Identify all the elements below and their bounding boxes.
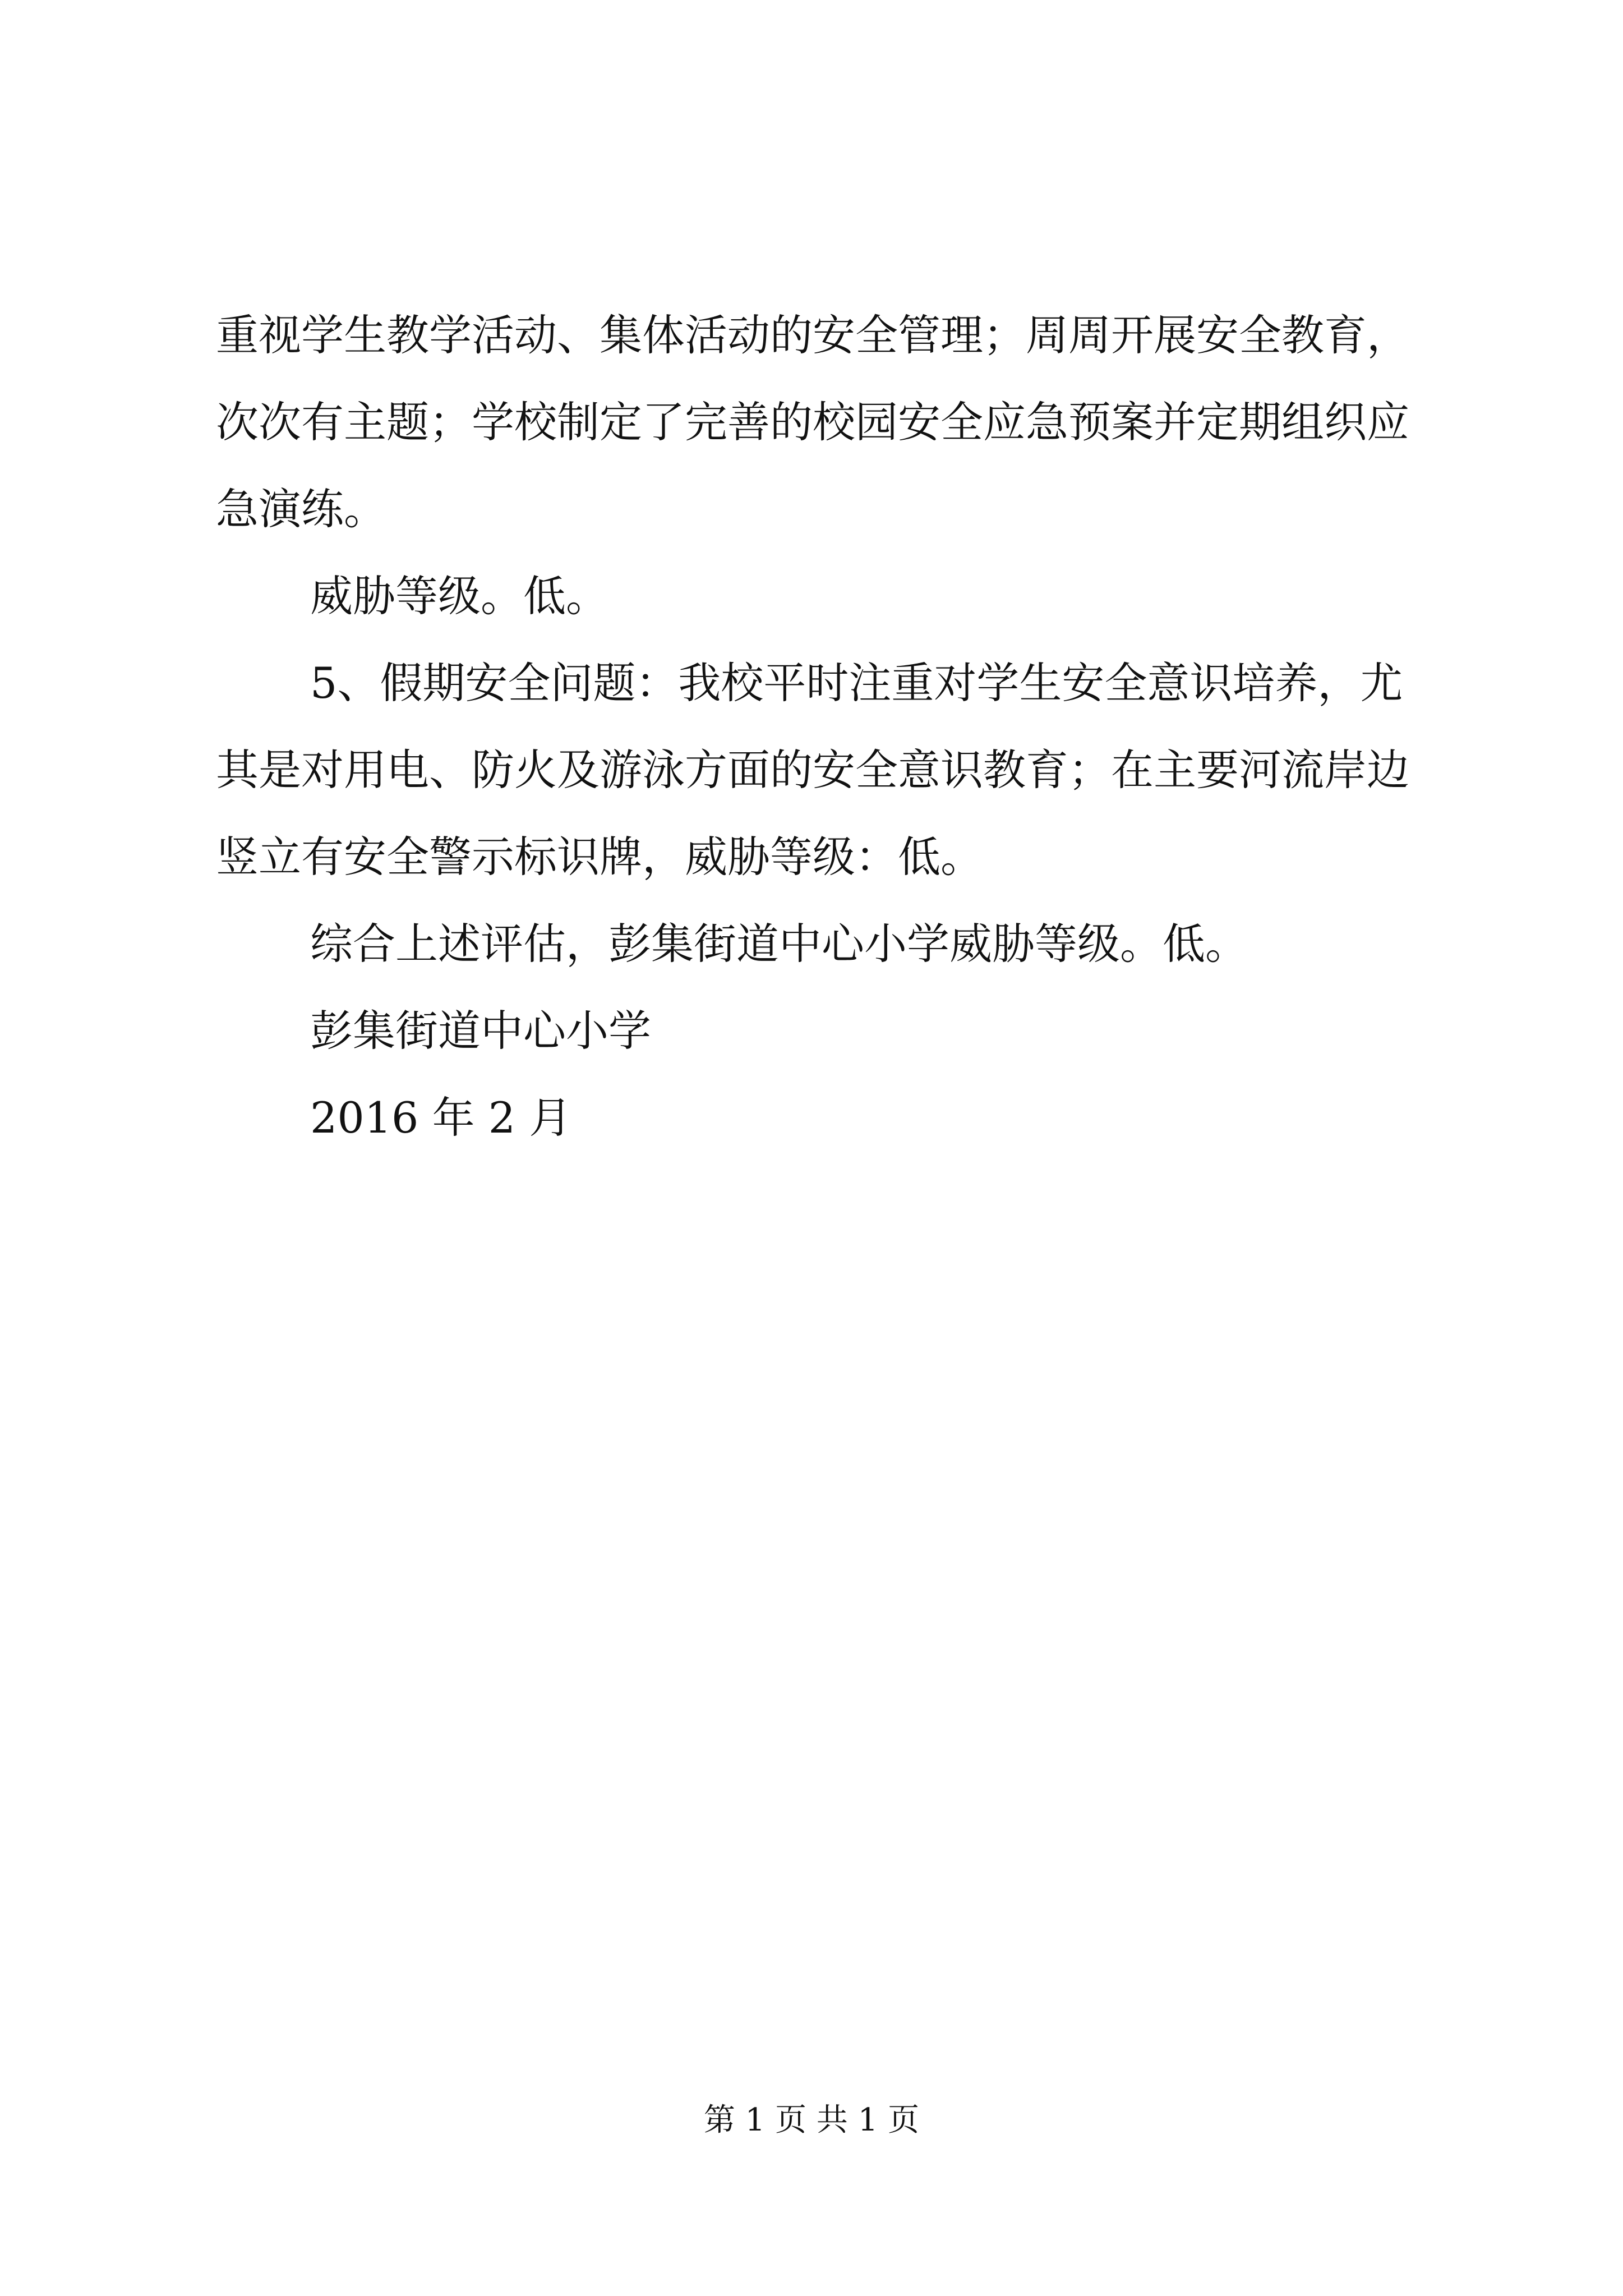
page-footer (0, 2098, 1623, 2143)
body-line: 竖立有安全警示标识牌，威胁等级：低。 (216, 832, 983, 882)
page-number: 第 1 页 共 1 页 (703, 2102, 920, 2138)
body-line: 其是对用电、防火及游泳方面的安全意识教育；在主要河流岸边 (216, 745, 1409, 795)
body-line: 急演练。 (216, 484, 386, 534)
body-line: 重视学生教学活动、集体活动的安全管理；周周开展安全教育， (216, 310, 1409, 360)
signature-school: 彭集街道中心小学 (310, 1006, 651, 1056)
body-line: 次次有主题；学校制定了完善的校园安全应急预案并定期组织应 (216, 397, 1409, 447)
threat-level-line: 威胁等级。低。 (310, 571, 608, 621)
holiday-safety-line: 5、假期安全问题：我校平时注重对学生安全意识培养，尤 (310, 658, 1403, 708)
document-body (216, 292, 1450, 1161)
summary-line: 综合上述评估，彭集街道中心小学威胁等级。低。 (310, 919, 1248, 969)
signature-date: 2016 年 2 月 (310, 1093, 572, 1143)
